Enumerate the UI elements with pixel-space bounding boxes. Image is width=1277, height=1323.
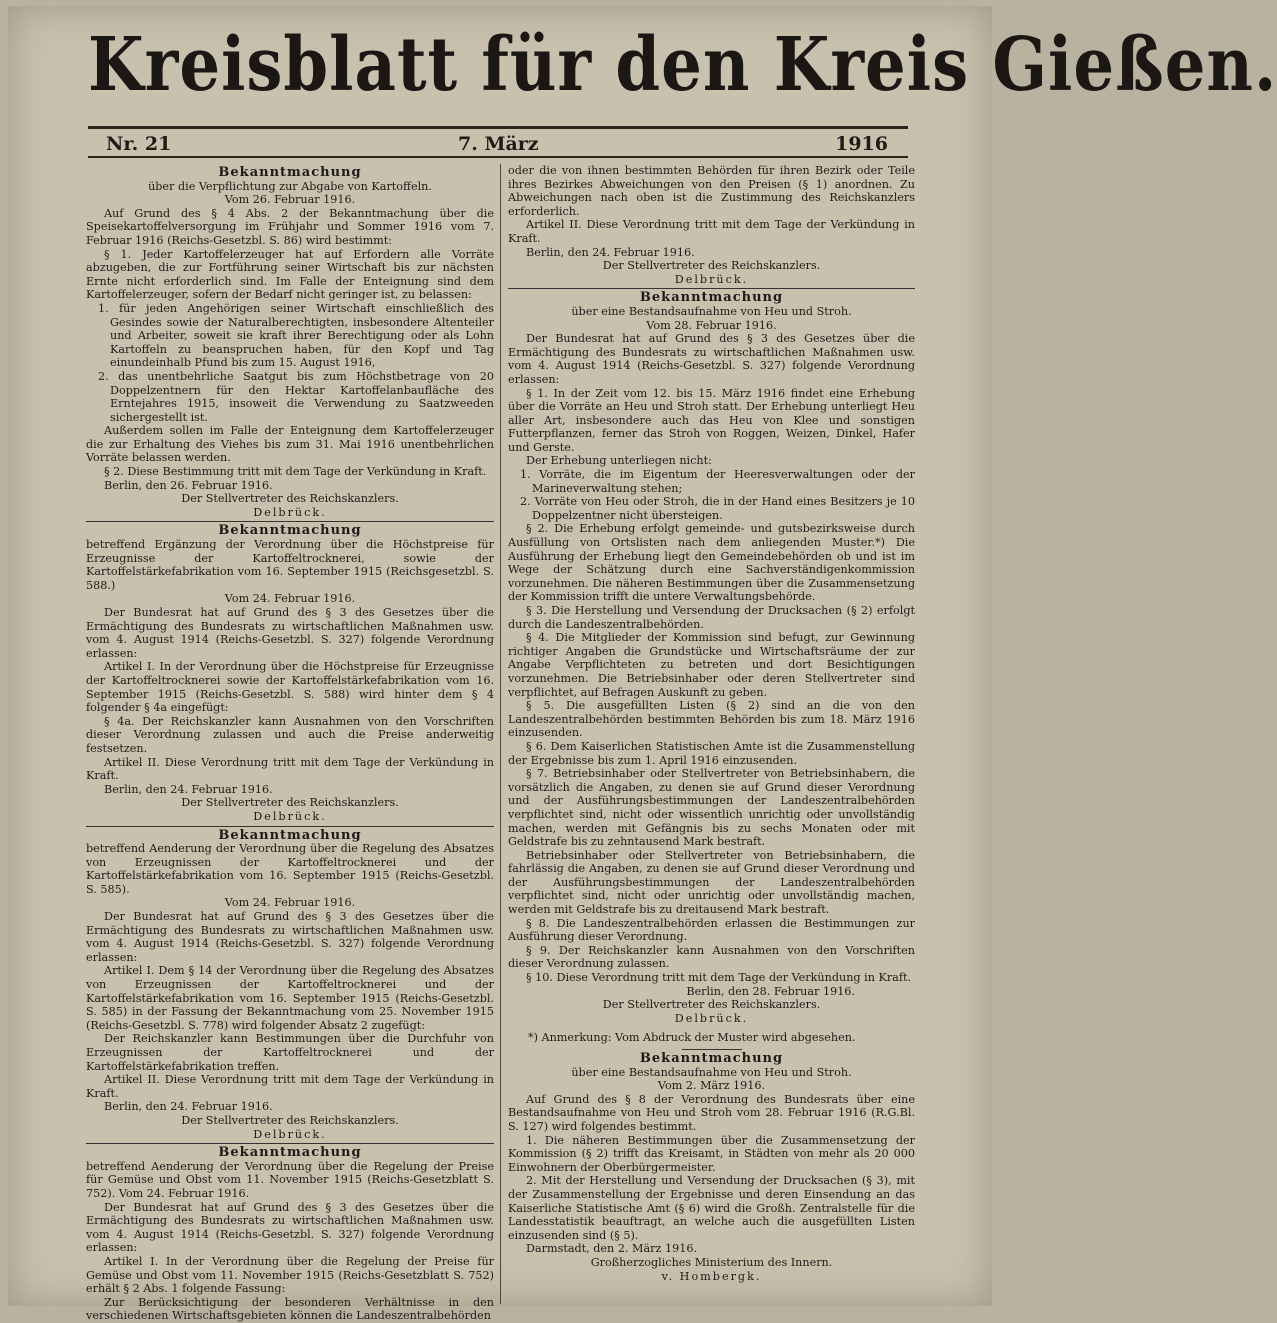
signature: Delbrück. — [253, 1127, 327, 1141]
article-heading: Bekanntmachung — [639, 290, 784, 306]
paragraph: § 6. Dem Kaiserlichen Statistischen Amte ist die Zusammenstellung der Ergebnisse bis zum 1. April 1916 einzusenden. — [508, 739, 915, 767]
paragraph: oder die von ihnen bestimmten Behörden für ihren Bezirk oder Teile ihres Bezirkes Abweichungen von den Preisen (§ 1) anordnen. Zu Abweichungen nach oben ist die Zustimmung des Reichskanzlers erforderlich. — [508, 164, 915, 218]
paragraph: Der Bundesrat hat auf Grund des § 3 des Gesetzes über die Ermächtigung des Bundesrats zu wirtschaftlichen Maßnahmen usw. vom 4. August 1914 (Reichs-Gesetzbl. S. 327) folgende Verordnung erlassen: — [508, 332, 915, 386]
article-maximum-prices — [86, 524, 494, 823]
paragraph: Artikel I. Dem § 14 der Verordnung über die Regelung des Absatzes von Erzeugnissen der Kartoffeltrocknerei und der Kartoffelstärkefabrikation vom 16. September 1915 (Reichs-Gesetzbl. S. 585) in der Fassung der Bekanntmachung vom 25. November 1915 (Reichs-Gesetzbl. S. 778) wird folgender Absatz 2 zugefügt: — [86, 964, 494, 1032]
paragraph: § 2. Die Erhebung erfolgt gemeinde- und gutsbezirksweise durch Ausfüllung von Ortslisten nach dem anliegenden Muster.*) Die Ausführung der Erhebung liegt den Gemeindebehörden ob und ist im Wege der Schätzung durch eine Sachverständigenkommission vorzunehmen. Die näheren Bestimmungen über die Zusammensetzung der Kommission trifft die untere Verwaltungsbehörde. — [508, 522, 915, 604]
left-column — [86, 164, 494, 1323]
article-divider — [682, 1049, 742, 1050]
office-line: Der Stellvertreter des Reichskanzlers. — [602, 998, 821, 1012]
place-date: Berlin, den 24. Februar 1916. — [104, 782, 273, 796]
paragraph: § 4. Die Mitglieder der Kommission sind befugt, zur Gewinnung richtiger Angaben die Grundstücke und Wirtschaftsräume der zur Angabe Verpflichteten zu betreten und dort Besichtigungen vorzunehmen. Die Betriebsinhaber oder deren Stellvertreter sind verpflichtet, auf Befragen Auskunft zu geben. — [508, 631, 915, 699]
paragraph: Artikel I. In der Verordnung über die Höchstpreise für Erzeugnisse der Kartoffeltrocknerei sowie der Kartoffelstärkefabrikation vom 16. September 1915 (Reichs-Gesetzbl. S. 588) wird hinter dem § 4 folgender § 4a eingefügt: — [86, 660, 494, 715]
issue-number: Nr. 21 — [106, 133, 172, 155]
right-column — [508, 164, 915, 1304]
column-separator — [500, 164, 501, 1304]
place-date: Darmstadt, den 2. März 1916. — [526, 1242, 697, 1256]
paragraph: § 2. Diese Bestimmung tritt mit dem Tage der Verkündung in Kraft. — [104, 465, 487, 479]
list-item: 2. das unentbehrliche Saatgut bis zum Höchstbetrage von 20 Doppelzentnern für den Hektar Kartoffelanbaufläche des Erntejahres 1915, insoweit die Verwendung zu Saatzweeden sichergestellt ist. — [98, 369, 494, 424]
paragraph: § 3. Die Herstellung und Versendung der Drucksachen (§ 2) erfolgt durch die Landeszentralbehörden. — [508, 604, 915, 631]
masthead-title: Kreisblatt für den Kreis Gießen. — [88, 22, 1277, 109]
footnote: *) Anmerkung: Vom Abdruck der Muster wird abgesehen. — [528, 1031, 856, 1045]
place-date: Berlin, den 24. Februar 1916. — [526, 245, 695, 259]
article-heading: Bekanntmachung — [218, 827, 362, 843]
paragraph: § 5. Die ausgefüllten Listen (§ 2) sind an die von den Landeszentralbehörden bestimmten Behörden bis zum 18. März 1916 einzusenden. — [508, 699, 915, 740]
article-subject: betreffend Ergänzung der Verordnung über die Höchstpreise für Erzeugnisse der Kartoffeltrocknerei, sowie der Kartoffelstärkefabrikation vom 16. September 1915 (Reichsgesetzbl. S. 588.) — [86, 538, 494, 592]
article-hay-straw-census — [508, 291, 915, 1045]
article-heading: Bekanntmachung — [218, 523, 362, 539]
paragraph: Der Bundesrat hat auf Grund des § 3 des Gesetzes über die Ermächtigung des Bundesrats zu wirtschaftlichen Maßnahmen usw. vom 4. August 1914 (Reichs-Gesetzbl. S. 327) folgende Verordnung erlassen: — [86, 1200, 494, 1255]
article-vegetable-prices-continued — [508, 164, 915, 286]
masthead-rule-bottom — [88, 156, 908, 158]
paragraph: Artikel II. Diese Verordnung tritt mit dem Tage der Verkündung in Kraft. — [86, 1073, 494, 1100]
article-divider — [86, 1143, 494, 1144]
article-divider — [86, 521, 494, 522]
article-subject: über die Verpflichtung zur Abgabe von Kartoffeln. — [148, 179, 432, 193]
signature: Delbrück. — [674, 272, 749, 286]
paragraph: § 10. Diese Verordnung tritt mit dem Tage der Verkündung in Kraft. — [526, 971, 912, 985]
paragraph: § 7. Betriebsinhaber oder Stellvertreter von Betriebsinhabern, die vorsätzlich die Angaben, zu denen sie auf Grund dieser Verordnung und der Ausführungsbestimmungen der Landeszentralbehörden verpflichtet sind, nicht oder wissentlich unrichtig oder unvollständig machen, werden mit Gefängnis bis zu sechs Monaten oder mit Geldstrafe bis zu zehntausend Mark bestraft. — [508, 767, 915, 849]
paragraph: Auf Grund des § 4 Abs. 2 der Bekanntmachung über die Speisekartoffelversorgung im Frühjahr und Sommer 1916 vom 7. Februar 1916 (Reichs-Gesetzbl. S. 86) wird bestimmt: — [86, 206, 494, 247]
paragraph: Auf Grund des § 8 der Verordnung des Bundesrats über eine Bestandsaufnahme von Heu und Stroh vom 28. Februar 1916 (R.G.Bl. S. 127) wird folgendes bestimmt. — [508, 1092, 915, 1133]
place-date: Berlin, den 24. Februar 1916. — [104, 1100, 273, 1114]
article-divider — [508, 288, 915, 289]
signature: Delbrück. — [253, 809, 327, 823]
office-line: Der Stellvertreter des Reichskanzlers. — [181, 796, 399, 810]
paragraph: Betriebsinhaber oder Stellvertreter von Betriebsinhabern, die fahrlässig die Angaben, zu denen sie auf Grund dieser Verordnung und der Ausführungsbestimmungen der Landeszentralbehörden verpflichtet sind, nicht oder unrichtig oder unvollständig machen, werden mit Geldstrafe bis zu dreitausend Mark bestraft. — [508, 848, 915, 917]
paragraph: § 1. Jeder Kartoffelerzeuger hat auf Erfordern alle Vorräte abzugeben, die zur Fortführung seiner Wirtschaft bis zur nächsten Ernte nicht erforderlich sind. Im Falle der Enteignung sind dem Kartoffelerzeuger, sofern der Bedarf nicht geringer ist, zu belassen: — [86, 247, 494, 302]
article-vegetable-prices — [86, 1146, 494, 1323]
article-subject: über eine Bestandsaufnahme von Heu und Stroh. — [571, 1065, 852, 1079]
article-date: Vom 24. Februar 1916. — [224, 896, 356, 910]
paragraph: Der Erhebung unterliegen nicht: — [526, 454, 712, 468]
paragraph: Außerdem sollen im Falle der Enteignung dem Kartoffelerzeuger die zur Erhaltung des Viehes bis zum 31. Mai 1916 unentbehrlichen Vorräte belassen werden. — [86, 424, 494, 465]
article-subject: über eine Bestandsaufnahme von Heu und Stroh. — [571, 304, 852, 318]
signature: v. Hombergk. — [661, 1269, 762, 1283]
paragraph: 1. Die näheren Bestimmungen über die Zusammensetzung der Kommission (§ 2) trifft das Kreisamt, in Städten von mehr als 20 000 Einwohnern der Oberbürgermeister. — [508, 1133, 915, 1174]
list-item: 2. Vorräte von Heu oder Stroh, die in der Hand eines Besitzers je 10 Doppelzentner nicht übersteigen. — [520, 495, 915, 522]
office-line: Der Stellvertreter des Reichskanzlers. — [181, 1113, 399, 1127]
paragraph: § 9. Der Reichskanzler kann Ausnahmen von den Vorschriften dieser Verordnung zulassen. — [508, 943, 915, 971]
paragraph: Der Bundesrat hat auf Grund des § 3 des Gesetzes über die Ermächtigung des Bundesrats zu wirtschaftlichen Maßnahmen usw. vom 4. August 1914 (Reichs-Gesetzbl. S. 327) folgende Verordnung erlassen: — [86, 910, 494, 964]
paragraph: Der Reichskanzler kann Bestimmungen über die Durchfuhr von Erzeugnissen der Kartoffeltrocknerei und der Kartoffelstärkefabrikation treffen. — [86, 1032, 494, 1073]
list-item: 1. Vorräte, die im Eigentum der Heeresverwaltungen oder der Marineverwaltung stehen; — [520, 468, 915, 495]
signature: Delbrück. — [674, 1011, 749, 1025]
paragraph: § 1. In der Zeit vom 12. bis 15. März 1916 findet eine Erhebung über die Vorräte an Heu und Stroh statt. Der Erhebung unterliegt Heu aller Art, insbesondere auch das Heu von Klee und sonstigen Futterpflanzen, ferner das Stroh von Roggen, Weizen, Dinkel, Hafer und Gerste. — [508, 386, 915, 454]
office-line: Der Stellvertreter des Reichskanzlers. — [602, 259, 821, 273]
office-line: Der Stellvertreter des Reichskanzlers. — [181, 492, 399, 506]
paragraph: Artikel II. Diese Verordnung tritt mit dem Tage der Verkündung in Kraft. — [508, 218, 915, 245]
paragraph: Artikel I. In der Verordnung über die Regelung der Preise für Gemüse und Obst vom 11. November 1915 (Reichs-Gesetzblatt S. 752) erhält § 2 Abs. 1 folgende Fassung: — [86, 1254, 494, 1296]
place-date: Berlin, den 28. Februar 1916. — [686, 984, 855, 998]
signature: Delbrück. — [253, 505, 327, 519]
article-sales-regulation — [86, 829, 494, 1142]
paragraph: Der Bundesrat hat auf Grund des § 3 des Gesetzes über die Ermächtigung des Bundesrats zu wirtschaftlichen Maßnahmen usw. vom 4. August 1914 (Reichs-Gesetzbl. S. 327) folgende Verordnung erlassen: — [86, 606, 494, 660]
paragraph: Artikel II. Diese Verordnung tritt mit dem Tage der Verkündung in Kraft. — [86, 755, 494, 783]
paragraph: 2. Mit der Herstellung und Versendung der Drucksachen (§ 3), mit der Zusammenstellung der Ergebnisse und deren Einsendung an das Kaiserliche Statistische Amt (§ 6) wird die Großh. Zentralstelle für die Landesstatistik beauftragt, an welche auch die ausgefüllten Listen einzusenden sind (§ 5). — [508, 1174, 915, 1242]
paragraph: § 8. Die Landeszentralbehörden erlassen die Bestimmungen zur Ausführung dieser Verordnung. — [508, 916, 915, 944]
article-divider — [86, 826, 494, 827]
article-subject: betreffend Aenderung der Verordnung über die Regelung der Preise für Gemüse und Obst vom 11. November 1915 (Reichs-Gesetzblatt S. 752). Vom 24. Februar 1916. — [86, 1159, 494, 1200]
article-potato-delivery — [86, 166, 494, 519]
article-date: Vom 24. Februar 1916. — [224, 592, 356, 606]
article-subject: betreffend Aenderung der Verordnung über die Regelung des Absatzes von Erzeugnissen der Kartoffeltrocknerei und der Kartoffelstärkefabrikation vom 16. September 1915 (Reichs-Gesetzbl. S. 585). — [86, 842, 494, 896]
article-date: Vom 28. Februar 1916. — [646, 318, 777, 332]
article-heading: Bekanntmachung — [639, 1051, 784, 1066]
paragraph: § 4a. Der Reichskanzler kann Ausnahmen von den Vorschriften dieser Verordnung zulassen und auch die Preise anderweitig festsetzen. — [86, 714, 494, 755]
article-heading: Bekanntmachung — [218, 1145, 362, 1161]
paragraph: Zur Berücksichtigung der besonderen Verhältnisse in den verschiedenen Wirtschaftsgebieten können die Landeszentralbehörden — [86, 1295, 494, 1323]
article-date: Vom 26. Februar 1916. — [224, 193, 356, 207]
issue-date: 7. März — [458, 133, 539, 155]
masthead-rule-top — [88, 126, 908, 129]
article-hay-straw-hesse — [508, 1052, 915, 1283]
article-date: Vom 2. März 1916. — [657, 1079, 766, 1093]
issue-year: 1916 — [835, 133, 888, 155]
newspaper-page — [8, 6, 1277, 1323]
office-line: Großherzogliches Ministerium des Innern. — [590, 1255, 833, 1269]
list-item: 1. für jeden Angehörigen seiner Wirtschaft einschließlich des Gesindes sowie der Naturalberechtigten, insbesondere Altenteiler und Arbeiter, soweit sie kraft ihrer Berechtigung oder als Lohn Kartoffeln zu beanspruchen haben, für den Kopf und Tag einundeinhalb Pfund bis zum 15. August 1916, — [98, 301, 494, 370]
place-date: Berlin, den 26. Februar 1916. — [104, 478, 273, 492]
article-heading: Bekanntmachung — [218, 165, 362, 180]
